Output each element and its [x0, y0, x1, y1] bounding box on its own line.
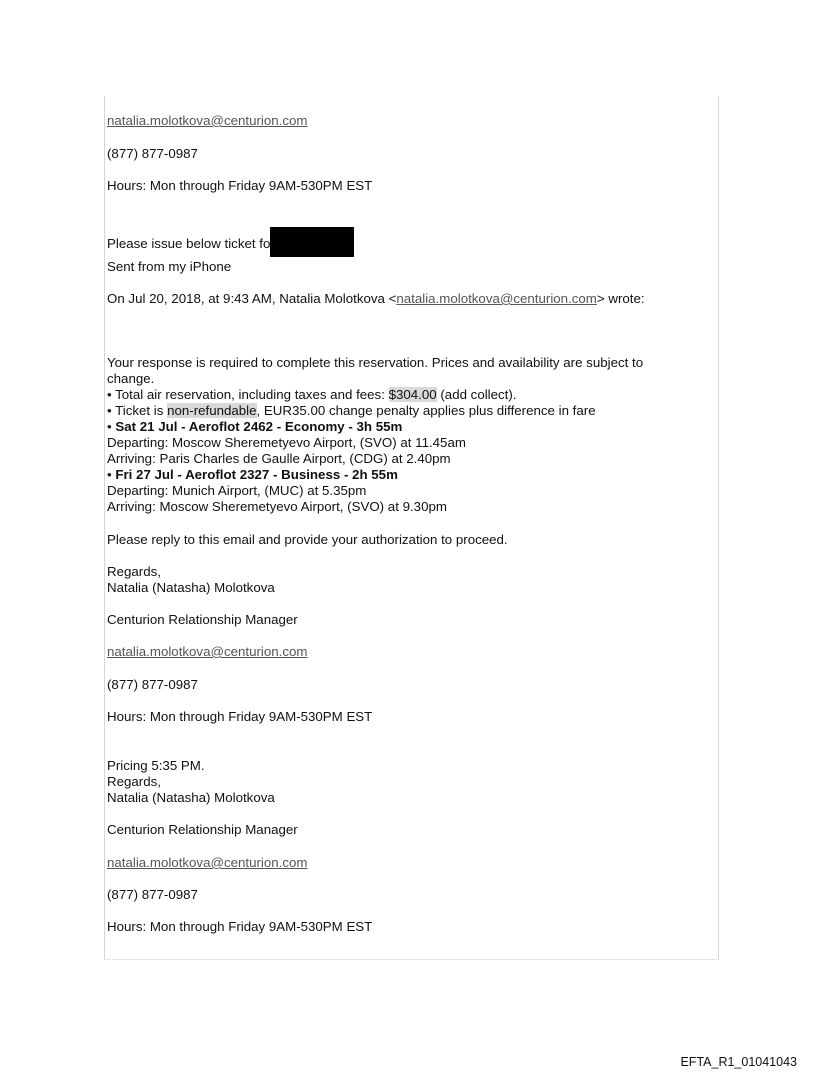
signature2-email: [107, 855, 308, 871]
signature2-name: Natalia (Natasha) Molotkova: [107, 790, 275, 805]
flight1-title-line: [107, 419, 402, 435]
top-signature-hours: Hours: Mon through Friday 9AM-530PM EST: [107, 178, 373, 193]
total-amount-highlight: $304.00: [388, 387, 437, 402]
signature1-name: Natalia (Natasha) Molotkova: [107, 580, 275, 595]
signature1-email: [107, 644, 308, 660]
signature2-phone: (877) 877-0987: [107, 887, 198, 902]
bullet-refund: [107, 403, 596, 419]
flight1-title: Sat 21 Jul - Aeroflot 2462 - Economy - 3h 55m: [115, 419, 403, 434]
bullet-refund-prefix: • Ticket is: [107, 403, 168, 418]
authorization-request: Please reply to this email and provide your authorization to proceed.: [107, 532, 508, 547]
sent-from-line: Sent from my iPhone: [107, 259, 232, 274]
bullet-total-prefix: • Total air reservation, including taxes and fees:: [107, 387, 389, 402]
flight1-bullet: •: [107, 419, 116, 434]
bullet-refund-suffix: , EUR35.00 change penalty applies plus difference in fare: [256, 403, 596, 418]
top-signature-email: [107, 113, 308, 129]
document-id: EFTA_R1_01041043: [680, 1055, 797, 1069]
flight1-depart: Departing: Moscow Sheremetyevo Airport, (SVO) at 11.45am: [107, 435, 466, 450]
flight2-depart: Departing: Munich Airport, (MUC) at 5.35pm: [107, 483, 367, 498]
signature1-regards: Regards,: [107, 564, 161, 579]
pricing-note: Pricing 5:35 PM.: [107, 758, 205, 773]
quote-header: [107, 291, 645, 307]
signature2-regards: Regards,: [107, 774, 161, 789]
signature1-email-link[interactable]: natalia.molotkova@centurion.com: [107, 644, 308, 659]
signature2-hours: Hours: Mon through Friday 9AM-530PM EST: [107, 919, 373, 934]
signature1-phone: (877) 877-0987: [107, 677, 198, 692]
reply-text-content: Please issue below ticket fo: [107, 236, 271, 251]
quote-header-prefix: On Jul 20, 2018, at 9:43 AM, Natalia Molotkova <: [107, 291, 397, 306]
flight2-bullet: •: [107, 467, 116, 482]
flight2-title: Fri 27 Jul - Aeroflot 2327 - Business - 2h 55m: [115, 467, 398, 482]
signature2-email-link[interactable]: natalia.molotkova@centurion.com: [107, 855, 308, 870]
redaction-box: [270, 227, 354, 257]
top-signature-email-link[interactable]: natalia.molotkova@centurion.com: [107, 113, 308, 128]
flight2-title-line: [107, 467, 398, 483]
flight2-arrive: Arriving: Moscow Sheremetyevo Airport, (SVO) at 9.30pm: [107, 499, 447, 514]
bullet-total-suffix: (add collect).: [436, 387, 517, 402]
non-refundable-highlight: non-refundable: [167, 403, 257, 418]
signature1-title: Centurion Relationship Manager: [107, 612, 298, 627]
signature2-title: Centurion Relationship Manager: [107, 822, 298, 837]
bullet-total: [107, 387, 517, 403]
message-intro-line2: change.: [107, 371, 155, 386]
signature1-hours: Hours: Mon through Friday 9AM-530PM EST: [107, 709, 373, 724]
message-intro-line1: Your response is required to complete this reservation. Prices and availability are subject to: [107, 355, 644, 370]
flight1-arrive: Arriving: Paris Charles de Gaulle Airport, (CDG) at 2.40pm: [107, 451, 451, 466]
quote-header-email-link[interactable]: natalia.molotkova@centurion.com: [396, 291, 597, 306]
reply-text: [107, 227, 354, 257]
quote-header-suffix: > wrote:: [596, 291, 645, 306]
top-signature-phone: (877) 877-0987: [107, 146, 198, 161]
